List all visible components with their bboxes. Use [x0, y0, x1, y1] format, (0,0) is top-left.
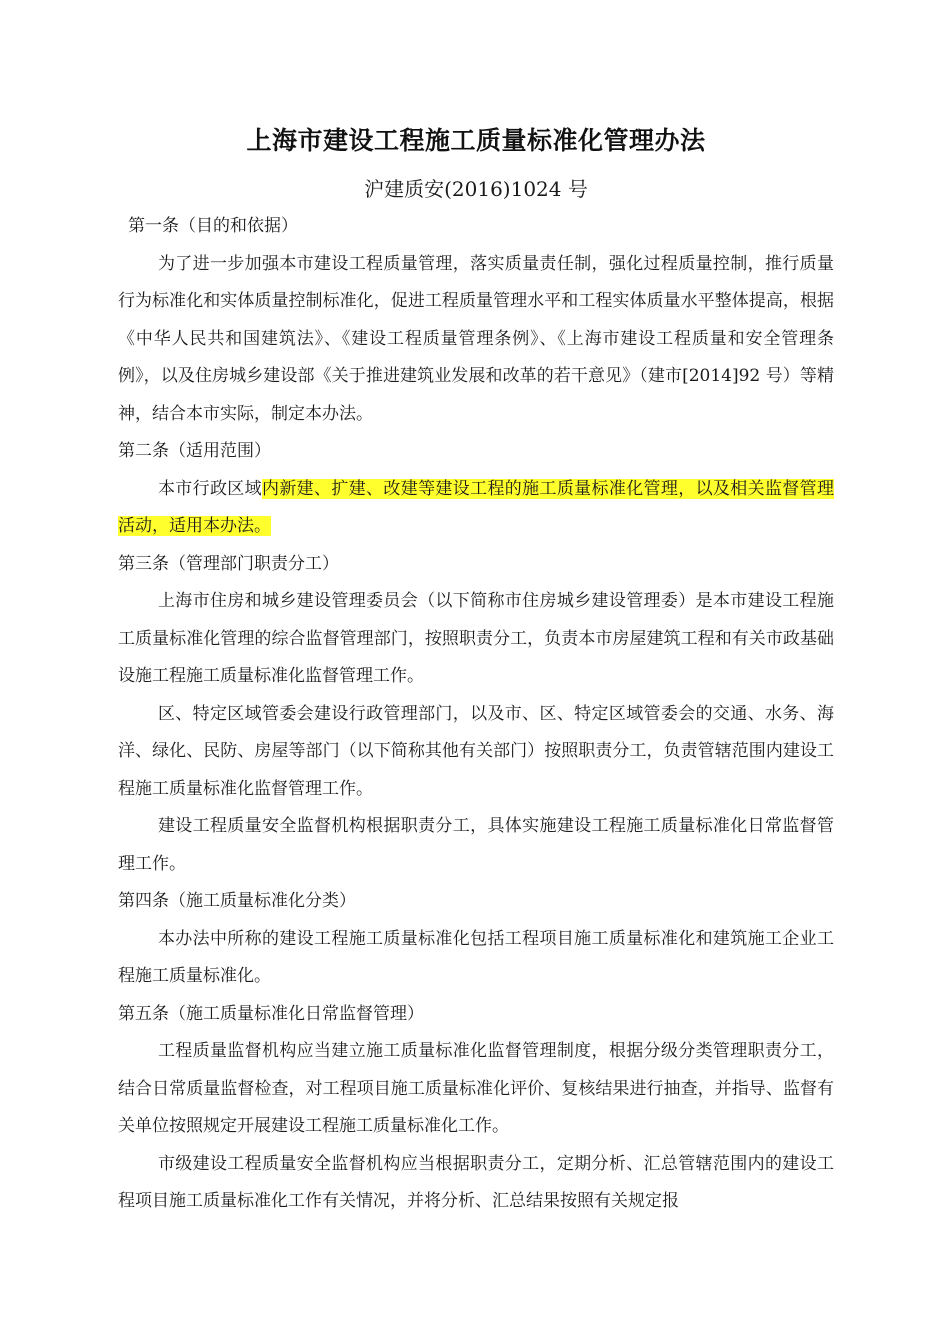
text-line: 区、特定区域管委会建设行政管理部门，以及市、区、特定区域管委会的交通、	[157, 703, 765, 724]
text-line: 常监督管理工作。	[118, 816, 834, 874]
text-line: 查，并指导、监督有关单位按照规定开展建设工程施工质量标准化工作。	[118, 1078, 834, 1136]
article-heading: 第三条（管理部门职责分工）	[118, 553, 339, 574]
article-paragraph	[118, 583, 834, 696]
text-line: 上海市住房和城乡建设管理委员会（以下简称市住房城乡建设管理委）是本市建	[157, 591, 765, 611]
document-title: 上海市建设工程施工质量标准化管理办法	[246, 126, 706, 155]
highlighted-text: 内新建、扩建、改建等建设工程的施工质量标准化管理，以及相关	[262, 478, 765, 499]
article-paragraph	[118, 1033, 834, 1146]
articles-list	[118, 208, 834, 1221]
text-line: 推行质量行为标准化和实体质量控制标准化，促进工程质量管理水平和工程实体质量	[118, 253, 834, 311]
article-paragraph	[118, 246, 834, 434]
text-line: 本办法中所称的建设工程施工质量标准化包括工程项目施工质量标准化和建筑施	[157, 928, 765, 949]
text-line: 责分工，结合日常质量监督检查，对工程项目施工质量标准化评价、复核结果进行抽	[118, 1041, 834, 1099]
text-line: 工程和有关市政基础设施工程施工质量标准化监督管理工作。	[118, 628, 834, 686]
text-line: 的建设工程项目施工质量标准化工作有关情况，并将分析、汇总结果按照有关规定报	[118, 1153, 834, 1211]
article-paragraph	[118, 921, 834, 996]
article-paragraph	[118, 471, 834, 546]
text-line: 责管辖范围内建设工程施工质量标准化监督管理工作。	[118, 741, 834, 799]
text-line: 若干意见》（建市[2014]92 号）等精神，结合本市实际，制定本办法。	[118, 366, 834, 424]
article-paragraph	[118, 696, 834, 809]
text-line: 本市行政区域	[157, 478, 262, 499]
text-line: 为了进一步加强本市建设工程质量管理，落实质量责任制，强化过程质量控制，	[157, 253, 765, 274]
article-heading: 第二条（适用范围）	[118, 441, 271, 461]
text-line: 市级建设工程质量安全监督机构应当根据职责分工，定期分析、汇总管辖范围内	[157, 1153, 765, 1174]
text-line: 设工程施工质量标准化管理的综合监督管理部门，按照职责分工，负责本市房屋建筑	[118, 591, 834, 649]
text-line: 建设工程质量安全监督机构根据职责分工，具体实施建设工程施工质量标准化日	[157, 816, 765, 836]
article-heading: 第一条（目的和依据）	[128, 216, 298, 236]
article-paragraph	[118, 1146, 834, 1221]
text-line: 工企业工程施工质量标准化。	[118, 928, 834, 986]
document-number: 沪建质安(2016)1024 号	[364, 177, 588, 201]
highlighted-text: 监督管理活动，适用本办法。	[118, 478, 834, 536]
text-line: 建设工程质量和安全管理条例》，以及住房城乡建设部《关于推进建筑业发展和改革的	[118, 328, 835, 386]
article-heading: 第四条（施工质量标准化分类）	[118, 891, 356, 911]
article-heading: 第五条（施工质量标准化日常监督管理）	[118, 1003, 424, 1024]
article-paragraph	[118, 808, 834, 883]
text-line: 工程质量监督机构应当建立施工质量标准化监督管理制度，根据分级分类管理职	[157, 1041, 765, 1061]
text-line: 水平整体提高，根据《中华人民共和国建筑法》、《建设工程质量管理条例》、《上海市	[118, 291, 834, 349]
text-line: 水务、海洋、绿化、民防、房屋等部门（以下简称其他有关部门）按照职责分工，负	[118, 703, 834, 761]
document-body	[118, 120, 834, 1221]
